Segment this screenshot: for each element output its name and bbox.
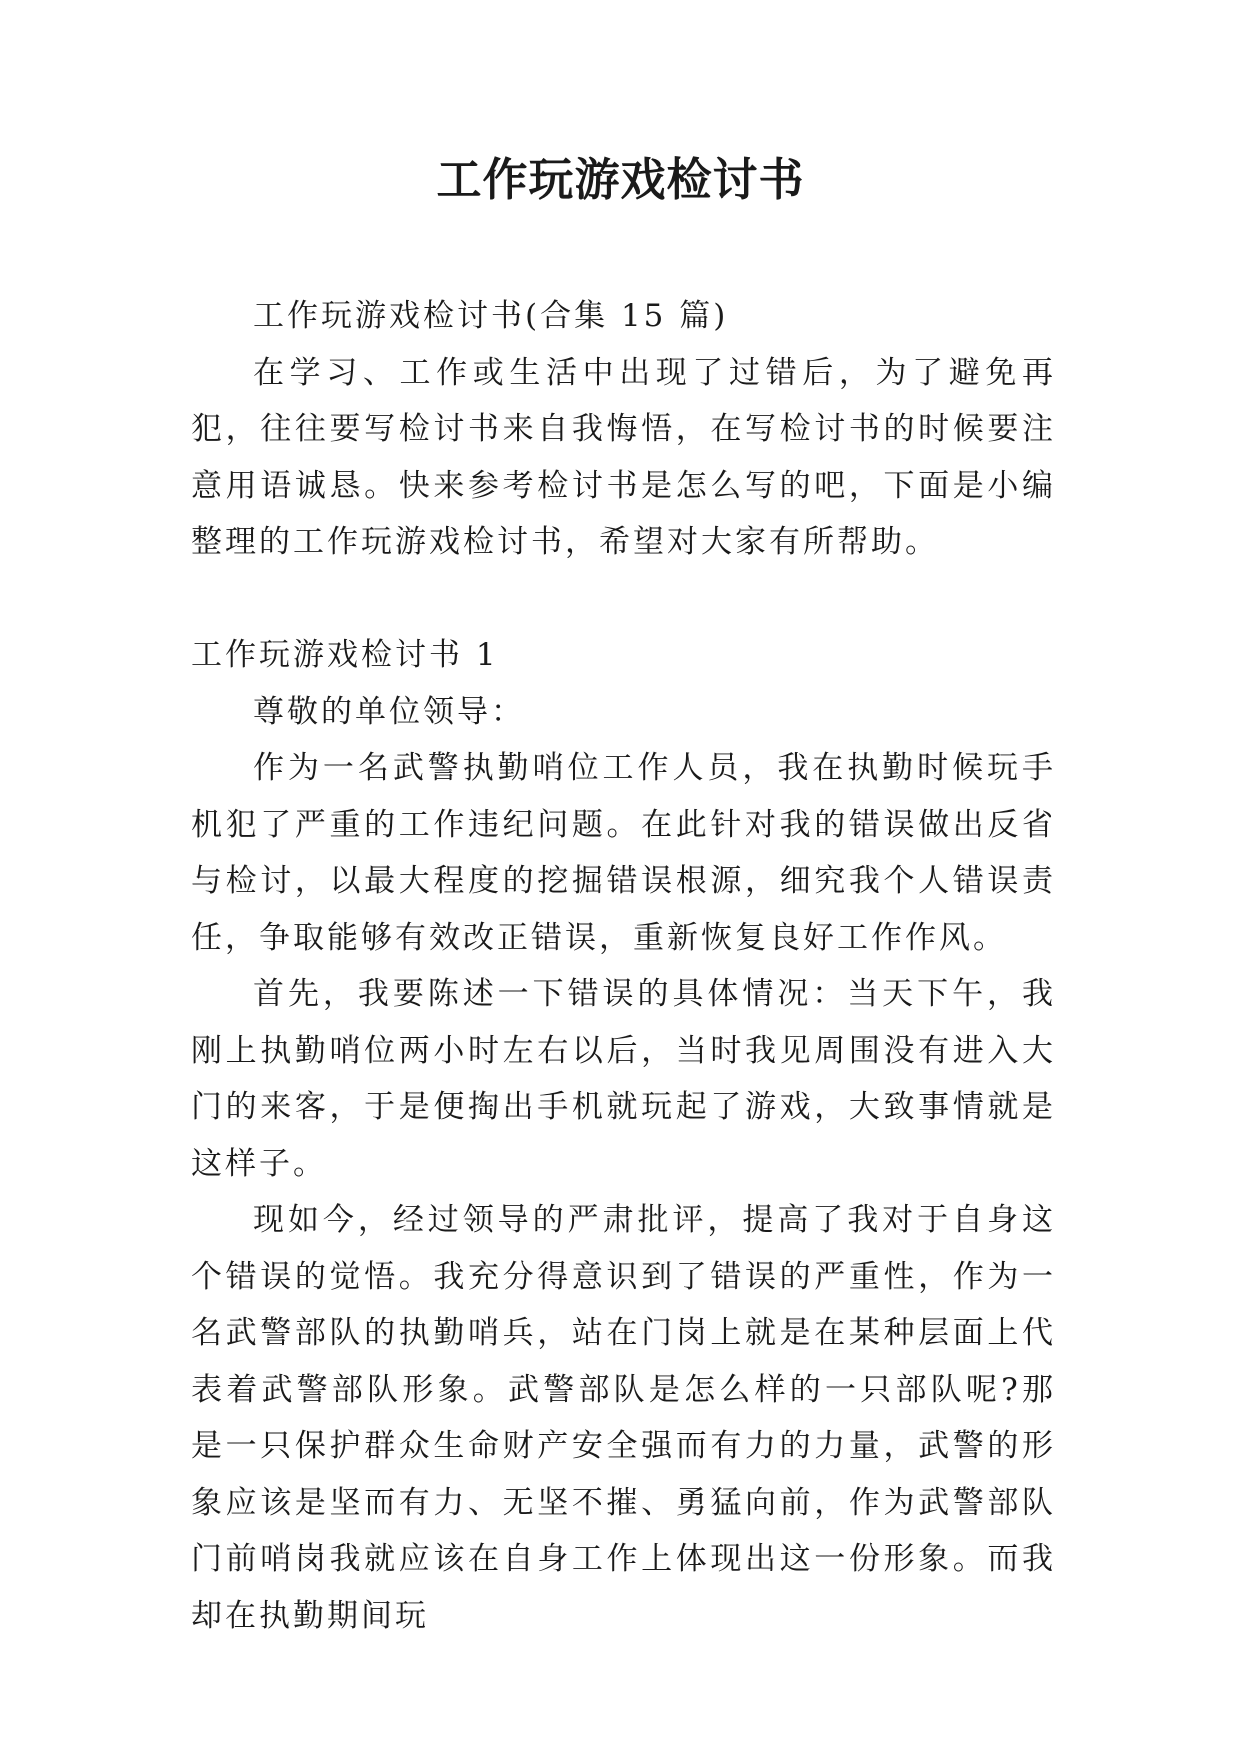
intro-paragraph: 在学习、工作或生活中出现了过错后，为了避免再犯，往往要写检讨书来自我悔悟，在写检讨书的时候要注意用语诚恳。快来参考检讨书是怎么写的吧，下面是小编整理的工作玩游戏检讨书，希望对大家有所帮助。 xyxy=(191,354,1056,560)
document-body xyxy=(191,288,1056,1644)
body-paragraph: 首先，我要陈述一下错误的具体情况：当天下午，我刚上执勤哨位两小时左右以后，当时我见周围没有进入大门的来客，于是便掏出手机就玩起了游戏，大致事情就是这样子。 xyxy=(191,976,1056,1182)
section-spacer xyxy=(191,571,1056,628)
collection-subtitle: 工作玩游戏检讨书(合集 15 篇) xyxy=(253,298,729,334)
body-paragraph: 现如今，经过领导的严肃批评，提高了我对于自身这个错误的觉悟。我充分得意识到了错误的严重性，作为一名武警部队的执勤哨兵，站在门岗上就是在某种层面上代表着武警部队形象。武警部队是怎么样的一只部队呢?那是一只保护群众生命财产安全强而有力的力量，武警的形象应该是坚而有力、无坚不摧、勇猛向前，作为武警部队门前哨岗我就应该在自身工作上体现出这一份形象。而我却在执勤期间玩 xyxy=(191,1202,1056,1634)
salutation: 尊敬的单位领导： xyxy=(253,693,525,730)
document-title: 工作玩游戏检讨书 xyxy=(436,153,805,206)
body-paragraph: 作为一名武警执勤哨位工作人员，我在执勤时候玩手机犯了严重的工作违纪问题。在此针对我的错误做出反省与检讨，以最大程度的挖掘错误根源，细究我个人错误责任，争取能够有效改正错误，重新恢复良好工作作风。 xyxy=(191,750,1056,956)
section-heading: 工作玩游戏检讨书 1 xyxy=(191,637,499,673)
